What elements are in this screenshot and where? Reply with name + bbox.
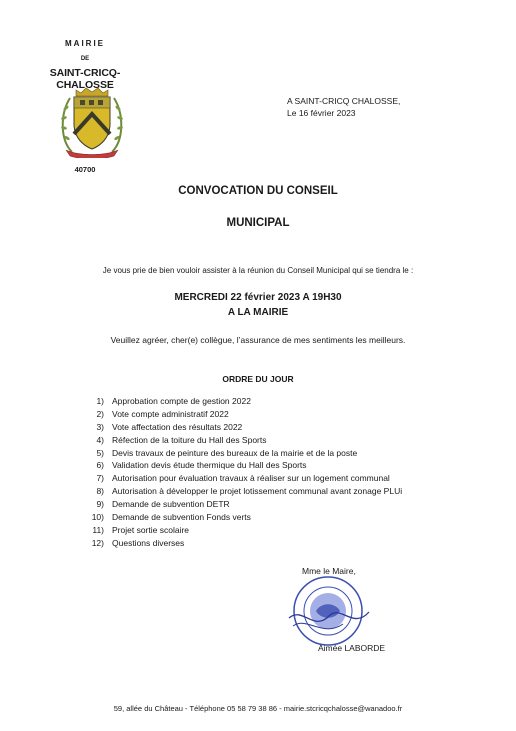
agenda-item-number: 9) (96, 499, 104, 510)
agenda-item-number: 3) (96, 421, 104, 432)
meeting-location: A LA MAIRIE (227, 307, 289, 318)
agenda-item-number: 2) (96, 408, 104, 419)
agenda-item-number: 8) (96, 486, 104, 497)
agenda-item (80, 511, 402, 524)
agenda-item-text: Réfection de la toiture du Hall des Sports (112, 434, 267, 445)
document-title-line1: CONVOCATION DU CONSEIL (178, 185, 338, 197)
agenda-item (80, 498, 402, 511)
postal-code: 40700 (74, 165, 96, 174)
date-line: Le 16 février 2023 (287, 108, 356, 118)
footer-contact: 59, allée du Château - Téléphone 05 58 79 38 86 - mairie.stcricqchalosse@wanadoo.fr (113, 704, 403, 713)
agenda-item-number: 4) (96, 434, 104, 445)
agenda-item-text: Projet sortie scolaire (112, 524, 190, 535)
agenda-list (80, 395, 402, 550)
agenda-item-text: Approbation compte de gestion 2022 (112, 396, 251, 406)
agenda-item-text: Devis travaux de peinture des bureaux de la mairie et de la poste (112, 447, 358, 458)
signature-name: Aimée LABORDE (318, 643, 386, 653)
agenda-item (80, 459, 402, 472)
signature-title: Mme le Maire, (302, 566, 356, 576)
agenda-item-number: 1) (96, 396, 104, 406)
agenda-item (80, 485, 402, 498)
place-line: A SAINT-CRICQ CHALOSSE, (287, 96, 401, 106)
agenda-item-text: Demande de subvention Fonds verts (112, 512, 251, 523)
agenda-item-number: 10) (91, 512, 104, 523)
salutation-text: Veuillez agréer, cher(e) collègue, l’assurance de mes sentiments les meilleurs. (110, 335, 406, 345)
agenda-item-text: Autorisation pour évaluation travaux à réaliser sur un logement communal (112, 473, 390, 484)
agenda-item-text: Vote compte administratif 2022 (112, 408, 229, 419)
agenda-item (80, 421, 402, 434)
agenda-item-number: 6) (96, 460, 104, 471)
agenda-item-number: 5) (96, 447, 104, 458)
mairie-stamp-icon (283, 566, 373, 652)
place-date-block (287, 95, 400, 119)
agenda-item-text: Demande de subvention DETR (112, 499, 230, 510)
agenda-heading: ORDRE DU JOUR (222, 374, 294, 384)
coat-of-arms-icon (58, 86, 126, 158)
agenda-item-text: Validation devis étude thermique du Hall des Sports (112, 460, 307, 471)
header-town: SAINT-CRICQ-CHALOSSE (49, 67, 121, 91)
meeting-datetime: MERCREDI 22 février 2023 A 19H30 (174, 292, 342, 303)
agenda-item (80, 408, 402, 421)
agenda-item-number: 7) (96, 473, 104, 484)
agenda-item-text: Vote affectation des résultats 2022 (112, 421, 243, 432)
agenda-item-number: 11) (92, 524, 104, 535)
document-title-line2: MUNICIPAL (226, 217, 290, 229)
header-de: DE (80, 56, 90, 62)
header-mairie: MAIRIE (65, 39, 105, 48)
agenda-item (80, 524, 402, 537)
agenda-item-number: 12) (91, 537, 104, 548)
agenda-item (80, 447, 402, 460)
agenda-item (80, 472, 402, 485)
agenda-item (80, 434, 402, 447)
agenda-item-text: Questions diverses (112, 537, 185, 548)
agenda-item-text: Autorisation à développer le projet lotissement communal avant zonage PLUi (112, 486, 403, 497)
intro-text: Je vous prie de bien vouloir assister à la réunion du Conseil Municipal qui se tiendra le : (102, 266, 414, 275)
agenda-item (80, 537, 402, 550)
agenda-item (80, 395, 402, 408)
